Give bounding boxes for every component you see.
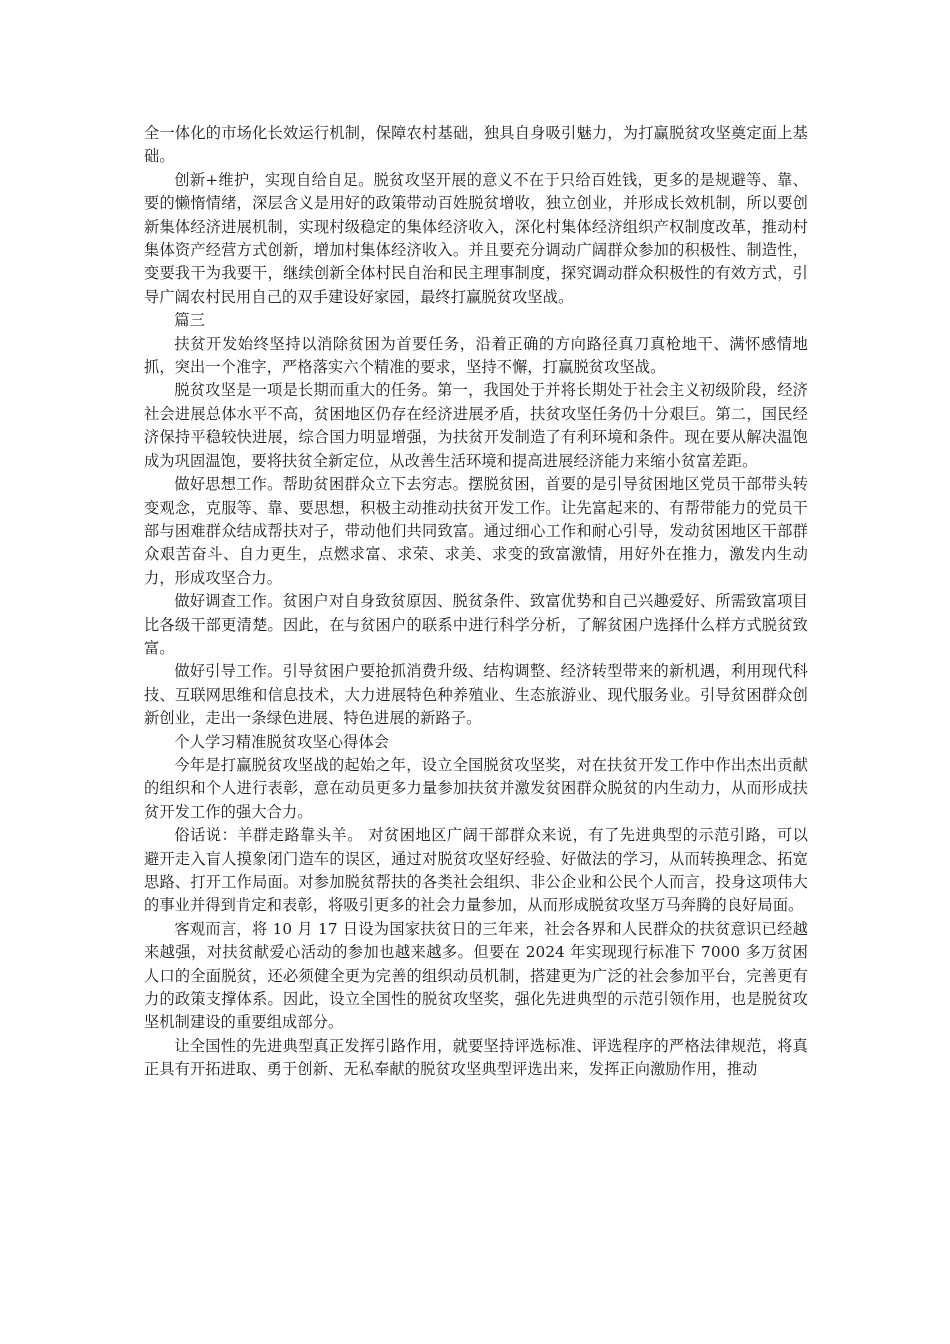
- section-heading: 篇三: [174, 311, 206, 330]
- document-body: [144, 122, 808, 1082]
- paragraph: 扶贫开发始终坚持以消除贫困为首要任务，沿着正确的方向路径真刀真枪地干、满怀感情地抓，突出一个准字，严格落实六个精准的要求，坚持不懈，打赢脱贫攻坚战。: [144, 334, 808, 377]
- paragraph: 做好思想工作。帮助贫困群众立下去穷志。摆脱贫困，首要的是引导贫困地区党员干部带头转变观念，克服等、靠、要思想，积极主动推动扶贫开发工作。让先富起来的、有帮带能力的党员干部与困难群众结成帮扶对子，带动他们共同致富。通过细心工作和耐心引导，发动贫困地区干部群众艰苦奋斗、自力更生，点燃求富、求荣、求美、求变的致富激情，用好外在推力，激发内生动力，形成攻坚合力。: [144, 475, 808, 587]
- paragraph: 做好调查工作。贫困户对自身致贫原因、脱贫条件、致富优势和自己兴趣爱好、所需致富项目比各级干部更清楚。因此，在与贫困户的联系中进行科学分析，了解贫困户选择什么样方式脱贫致富。: [144, 592, 808, 657]
- paragraph: 今年是打赢脱贫攻坚战的起始之年，设立全国脱贫攻坚奖，对在扶贫开发工作中作出杰出贡献的组织和个人进行表彰，意在动员更多力量参加扶贫并激发贫困群众脱贫的内生动力，从而形成扶贫开发工作的强大合力。: [144, 755, 808, 821]
- paragraph: 做好引导工作。引导贫困户要抢抓消费升级、结构调整、经济转型带来的新机遇，利用现代科技、互联网思维和信息技术，大力进展特色种养殖业、生态旅游业、现代服务业。引导贫困群众创新创业，走出一条绿色进展、特色进展的新路子。: [144, 662, 808, 728]
- paragraph: 俗话说：羊群走路靠头羊。 对贫困地区广阔干部群众来说，有了先进典型的示范引路，可以避开走入盲人摸象闭门造车的误区，通过对脱贫攻坚好经验、好做法的学习，从而转换理念、拓宽思路、打开工作局面。对参加脱贫帮扶的各类社会组织、非公企业和公民个人而言，投身这项伟大的事业并得到肯定和表彰，将吸引更多的社会力量参加，从而形成脱贫攻坚万马奔腾的良好局面。: [144, 826, 808, 915]
- paragraph: 创新+维护，实现自给自足。脱贫攻坚开展的意义不在于只给百姓钱，更多的是规避等、靠、要的懒惰情绪，深层含义是用好的政策带动百姓脱贫增收，独立创业，并形成长效机制，所以要创新集体经济进展机制，实现村级稳定的集体经济收入，深化村集体经济组织产权制度改革，推动村集体资产经营方式创新，增加村集体经济收入。并且要充分调动广阔群众参加的积极性、制造性，变要我干为我要干，继续创新全体村民自治和民主理事制度，探究调动群众积极性的有效方式，引导广阔农村民用自己的双手建设好家园，最终打赢脱贫攻坚战。: [144, 170, 808, 306]
- paragraph: 让全国性的先进典型真正发挥引路作用，就要坚持评选标准、评选程序的严格法律规范，将真正具有开拓进取、勇于创新、无私奉献的脱贫攻坚典型评选出来，发挥正向激励作用，推动: [144, 1036, 808, 1079]
- section-heading: 个人学习精准脱贫攻坚心得体会: [174, 732, 390, 751]
- paragraph-continuation: 全一体化的市场化长效运行机制，保障农村基础，独具自身吸引魅力，为打赢脱贫攻坚奠定面上基础。: [144, 124, 808, 166]
- paragraph: 客观而言，将 10 月 17 日设为国家扶贫日的三年来，社会各界和人民群众的扶贫意识已经越来越强，对扶贫献爱心活动的参加也越来越多。但要在 2024 年实现现行标准下 7000 多万贫困人口的全面脱贫，还必须健全更为完善的组织动员机制，搭建更为广泛的社会参加平台，完善更有力的政策支撑体系。因此，设立全国性的脱贫攻坚奖，强化先进典型的示范引领作用，也是脱贫攻坚机制建设的重要组成部分。: [144, 919, 808, 1032]
- paragraph: 脱贫攻坚是一项是长期而重大的任务。第一，我国处于并将长期处于社会主义初级阶段，经济社会进展总体水平不高，贫困地区仍存在经济进展矛盾，扶贫攻坚任务仍十分艰巨。第二，国民经济保持平稳较快进展，综合国力明显增强，为扶贫开发制造了有利环境和条件。现在要从解决温饱成为巩固温饱，要将扶贫全新定位，从改善生活环境和提高进展经济能力来缩小贫富差距。: [144, 381, 808, 470]
